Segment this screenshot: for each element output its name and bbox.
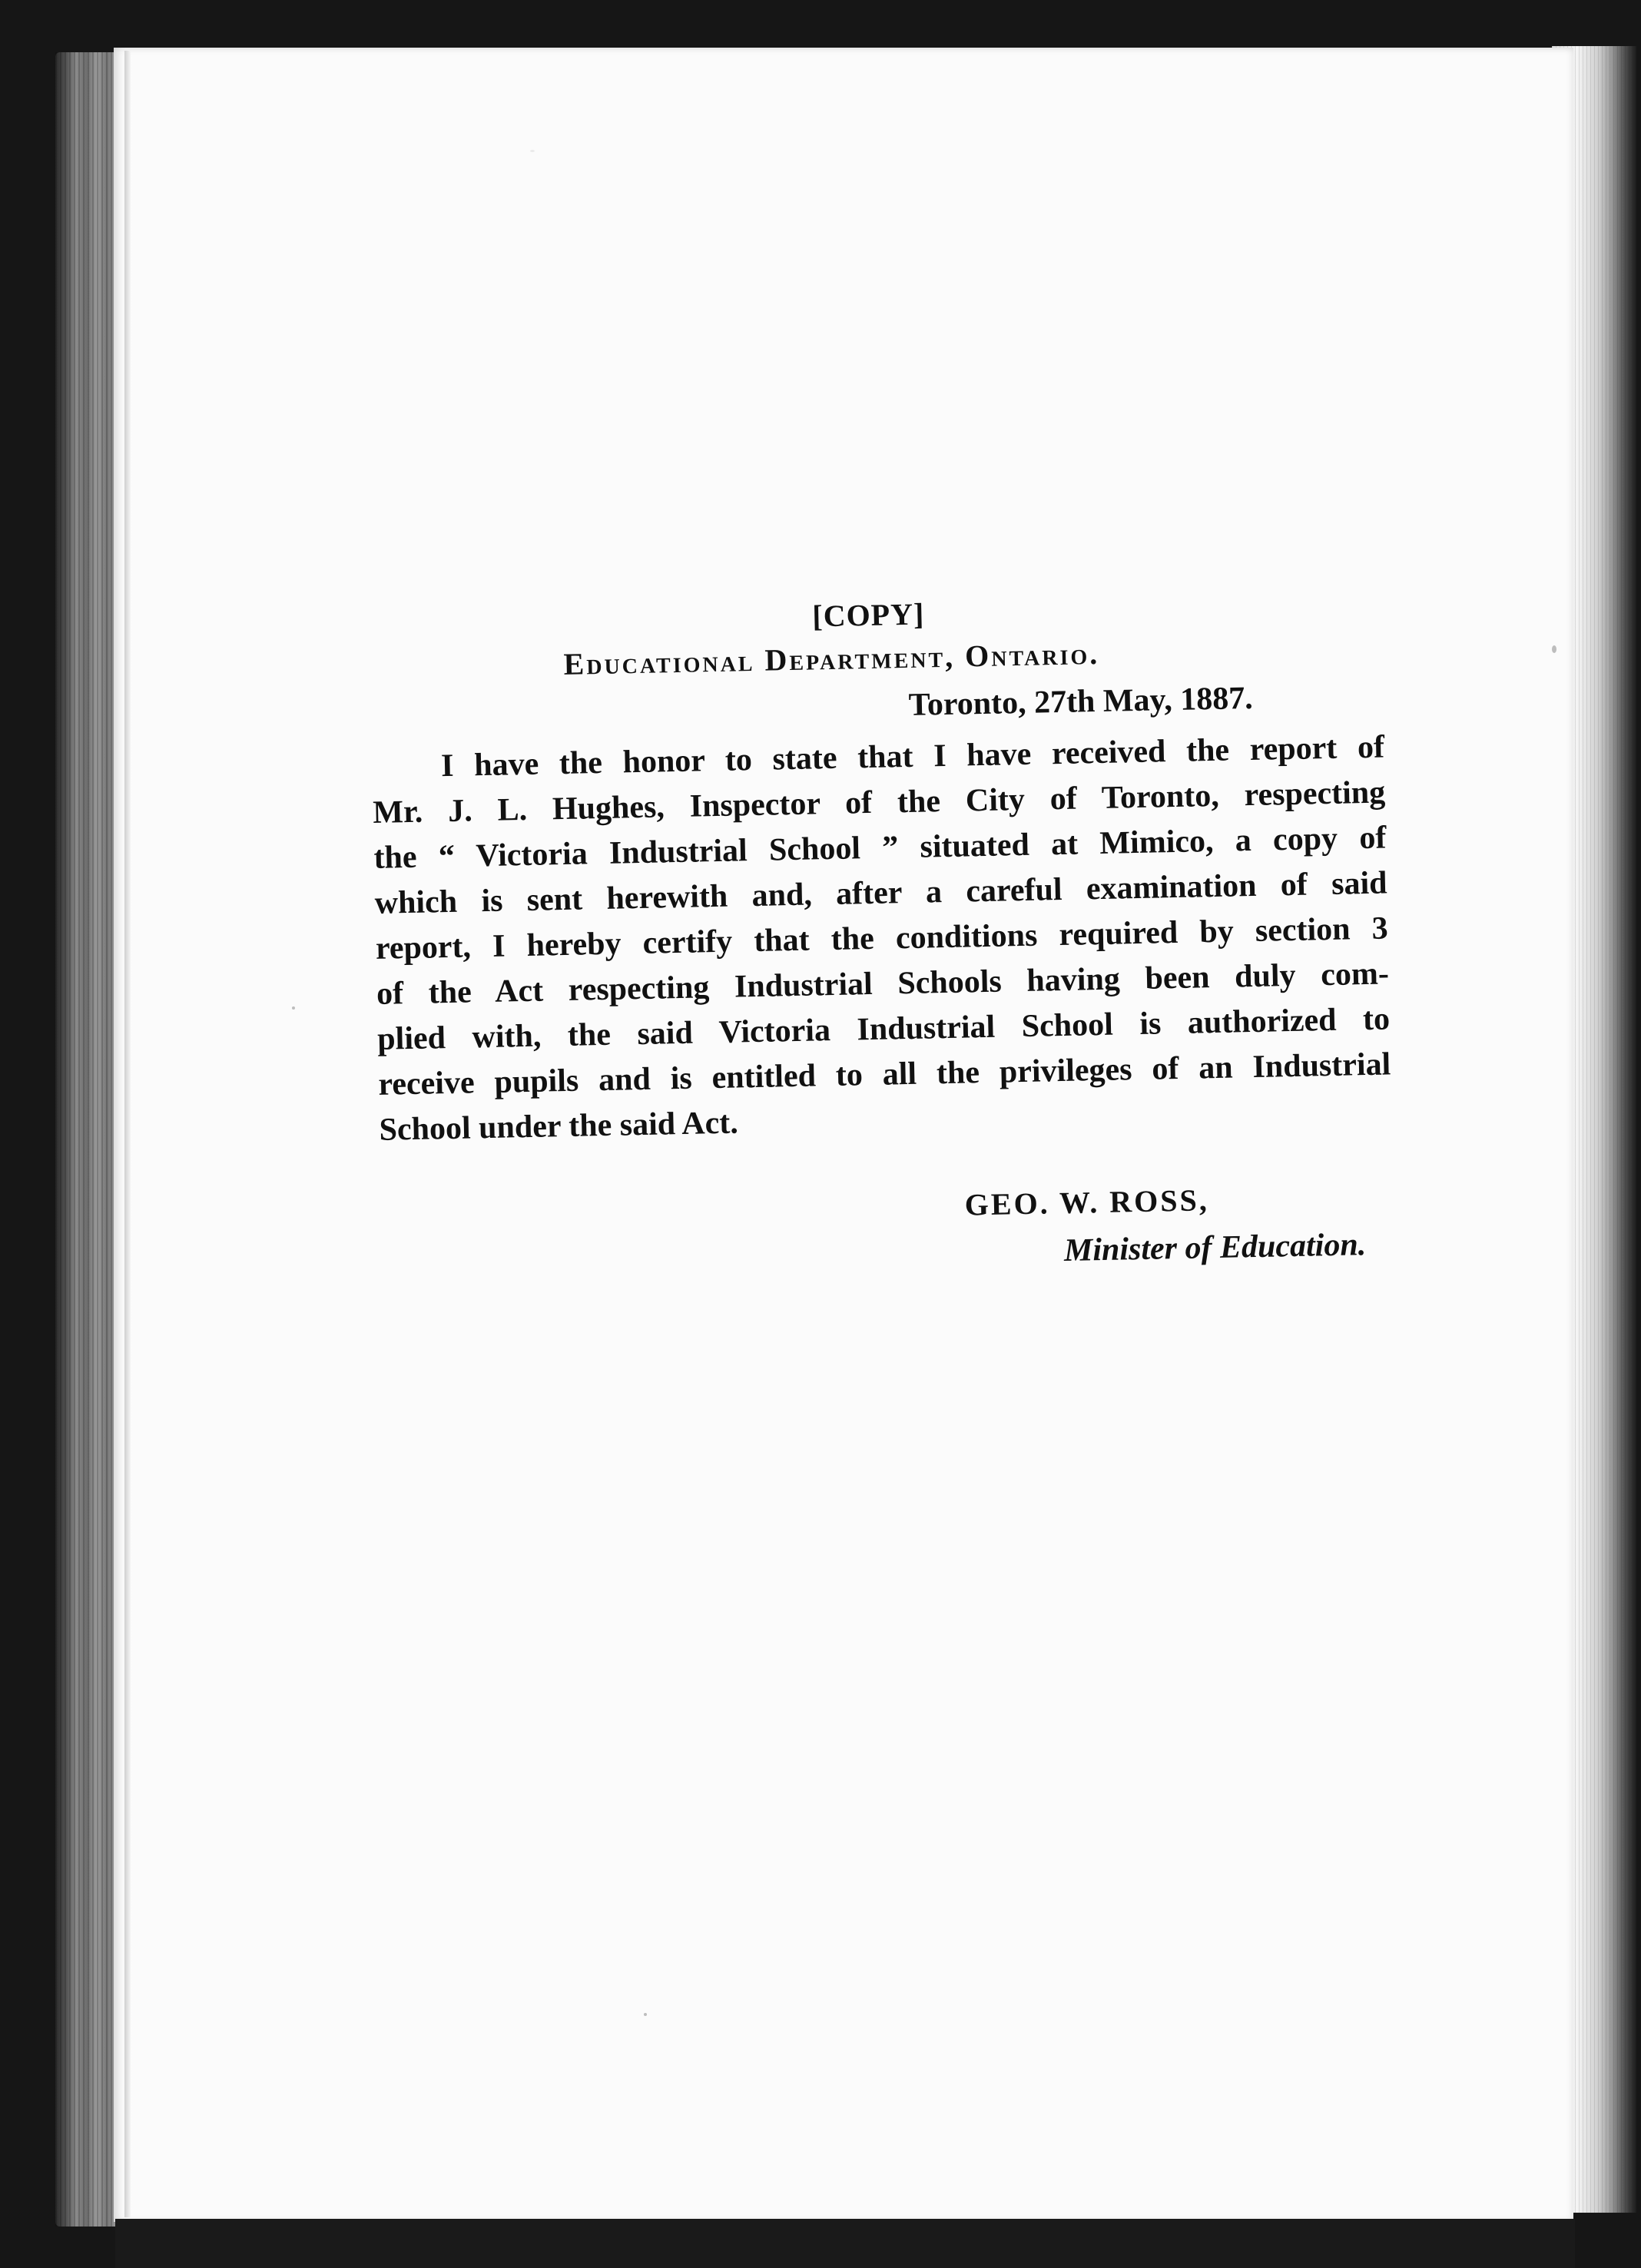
signatory-title: Minister of Education.: [1063, 1227, 1367, 1269]
copy-heading: [COPY]: [811, 596, 925, 634]
letter-body: [372, 724, 1409, 1153]
body-line: which is sent herewith and, after a careful examination of said: [374, 865, 1387, 921]
body-line: report, I hereby certify that the conditions required by section 3: [375, 910, 1389, 967]
body-line: School under the said Act.: [379, 1105, 739, 1148]
body-line: I have the honor to state that I have received the report of: [440, 729, 1385, 784]
scan-speck: [530, 150, 535, 152]
signatory-name: GEO. W. ROSS,: [964, 1182, 1210, 1222]
body-line: Mr. J. L. Hughes, Inspector of the City of Toronto, respecting: [372, 774, 1386, 831]
body-line: receive pupils and is entitled to all the privileges of an Industrial: [378, 1046, 1391, 1102]
date-line: Toronto, 27th May, 1887.: [908, 680, 1254, 723]
scan-bottom-margin: [115, 2219, 1575, 2268]
department-heading: Educational Department, Ontario.: [563, 635, 1100, 681]
body-line: of the Act respecting Industrial Schools having been duly com-: [376, 956, 1390, 1012]
page-gutter-edge: [124, 51, 131, 2217]
body-line: plied with, the said Victoria Industrial School is authorized to: [376, 1001, 1391, 1057]
scan-speck: [1552, 645, 1556, 653]
scan-speck: [644, 2013, 647, 2016]
body-line: the “ Victoria Industrial School ” situated at Mimico, a copy of: [373, 820, 1387, 876]
scan-speck: [292, 1006, 295, 1010]
